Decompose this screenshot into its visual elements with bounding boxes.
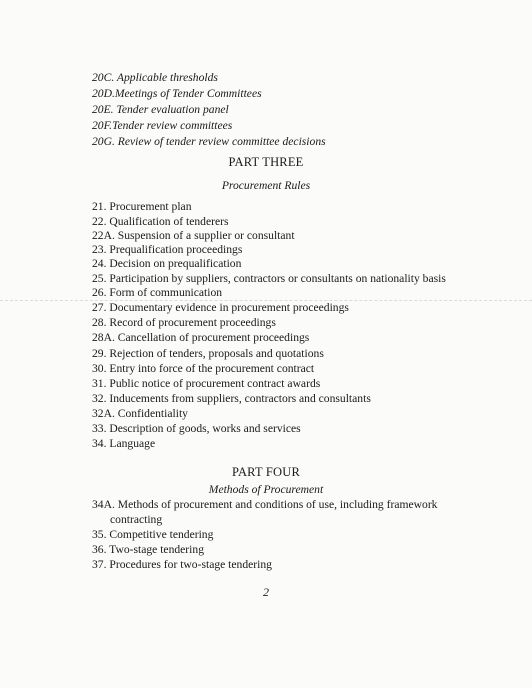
toc-item-20g: 20G. Review of tender review committee decisions (92, 135, 326, 148)
toc-item: 29. Rejection of tenders, proposals and quotations (92, 347, 324, 360)
toc-item: 34. Language (92, 437, 156, 450)
toc-item: 28. Record of procurement proceedings (92, 316, 276, 329)
toc-item-20f: 20F.Tender review committees (92, 119, 233, 132)
toc-item: 27. Documentary evidence in procurement proceedings (92, 301, 349, 314)
toc-item: 21. Procurement plan (92, 200, 192, 213)
toc-item: 32A. Confidentiality (92, 407, 188, 420)
toc-item: 36. Two-stage tendering (92, 543, 204, 556)
toc-item-20e: 20E. Tender evaluation panel (92, 103, 229, 116)
part-three-heading: PART THREE (228, 155, 304, 169)
toc-item: 35. Competitive tendering (92, 528, 214, 541)
part-four-heading: PART FOUR (231, 465, 301, 479)
toc-item: 25. Participation by suppliers, contractors or consultants on nationality basis (92, 272, 446, 285)
toc-item-20d: 20D.Meetings of Tender Committees (92, 87, 262, 100)
page-number: 2 (263, 585, 269, 599)
toc-item: 22. Qualification of tenderers (92, 215, 229, 228)
toc-item: 22A. Suspension of a supplier or consultant (92, 229, 295, 242)
toc-item: 26. Form of communication (92, 286, 223, 299)
toc-item-34a: 34A. Methods of procurement and conditions of use, including framework (92, 498, 438, 511)
toc-item: 28A. Cancellation of procurement proceedings (92, 331, 310, 344)
toc-item: 30. Entry into force of the procurement contract (92, 362, 315, 375)
part-three-subtitle: Procurement Rules (221, 179, 311, 192)
toc-item-34a-continued: contracting (110, 513, 163, 526)
toc-item: 24. Decision on prequalification (92, 257, 242, 270)
toc-item: 37. Procedures for two-stage tendering (92, 558, 272, 571)
toc-item: 33. Description of goods, works and services (92, 422, 301, 435)
toc-item-20c: 20C. Applicable thresholds (92, 71, 218, 84)
toc-item: 32. Inducements from suppliers, contractors and consultants (92, 392, 371, 405)
part-four-subtitle: Methods of Procurement (208, 483, 324, 496)
toc-item: 31. Public notice of procurement contract awards (92, 377, 321, 390)
toc-item: 23. Prequalification proceedings (92, 243, 243, 256)
